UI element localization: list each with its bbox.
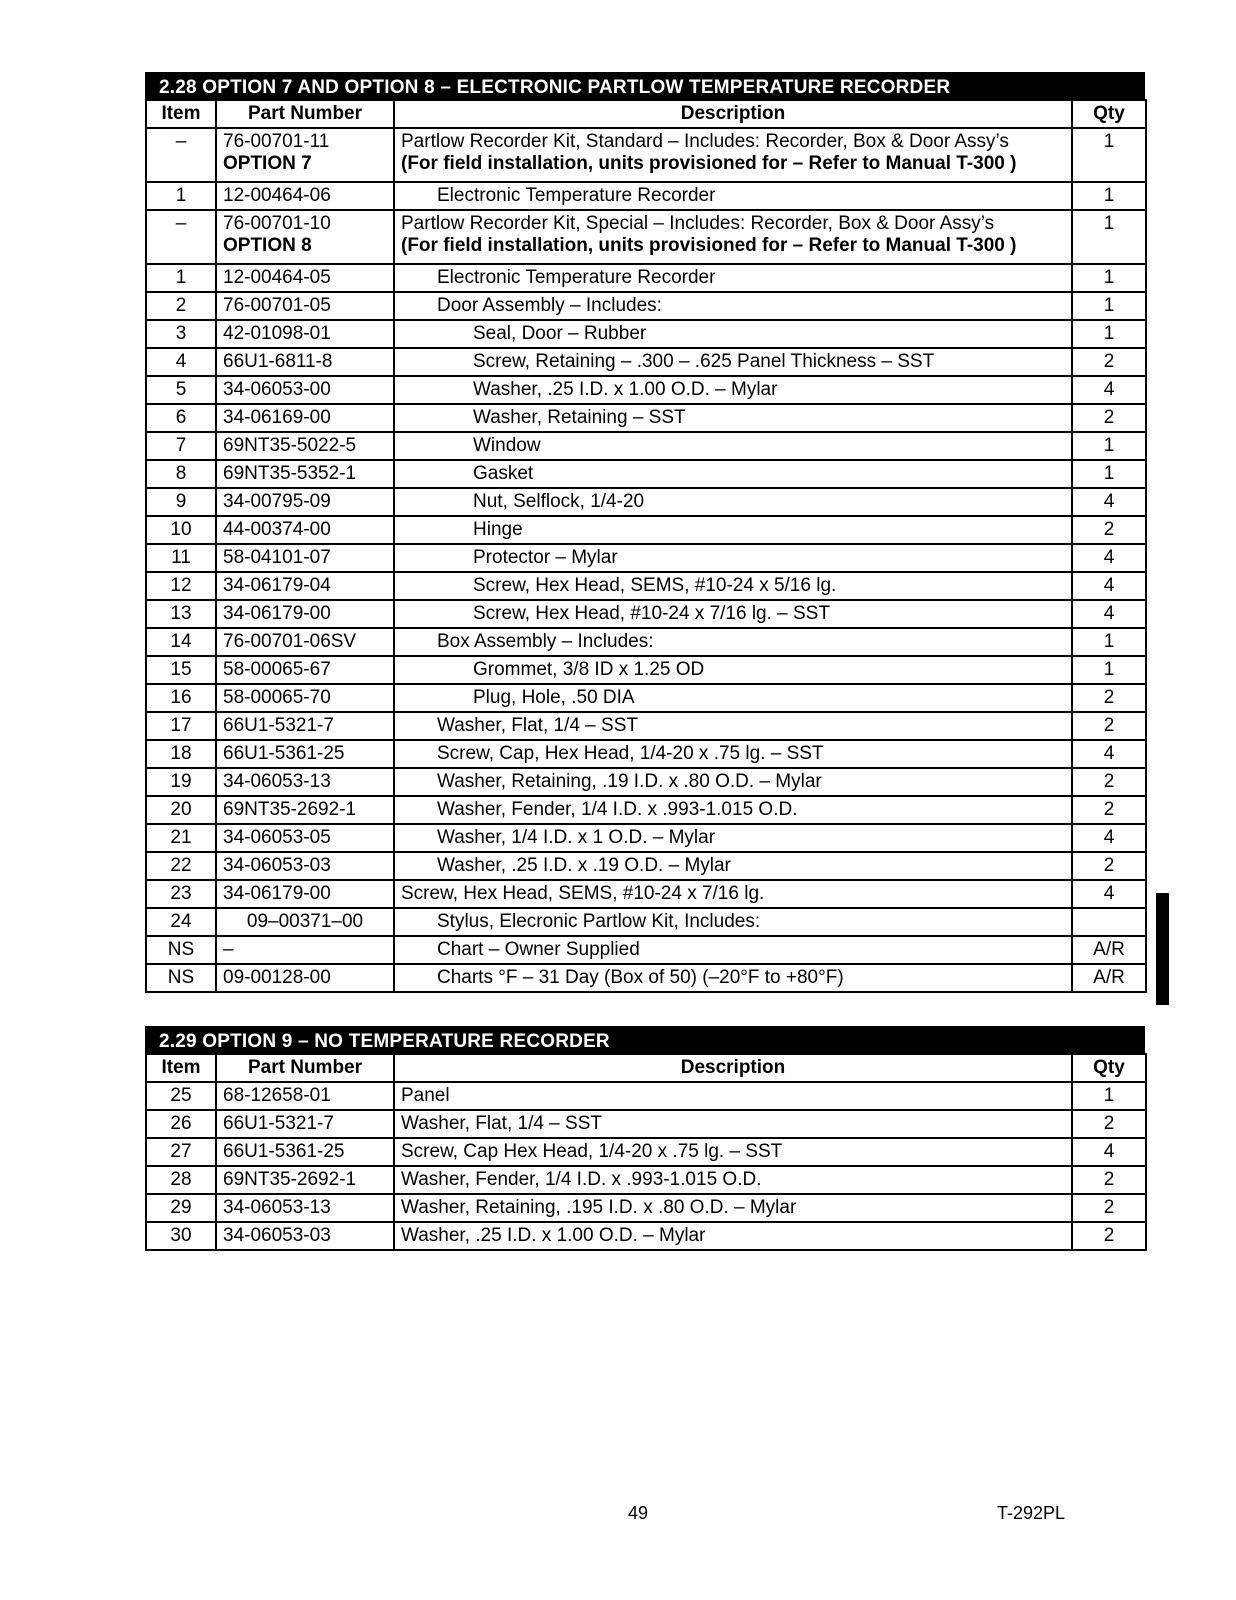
qty-cell: 2 [1072, 712, 1146, 740]
item-cell: 23 [146, 880, 216, 908]
header-qty: Qty [1072, 1054, 1146, 1082]
part-number-cell: 34-06053-03 [216, 852, 394, 880]
description-cell: Electronic Temperature Recorder [394, 264, 1072, 292]
item-cell: NS [146, 936, 216, 964]
item-cell: – [146, 128, 216, 182]
description-cell: Gasket [394, 460, 1072, 488]
qty-cell: 1 [1072, 264, 1146, 292]
item-cell: 11 [146, 544, 216, 572]
part-number-cell: 58-00065-70 [216, 684, 394, 712]
option-label: OPTION 8 [223, 235, 312, 256]
table-row [146, 600, 1146, 628]
qty-cell: 4 [1072, 572, 1146, 600]
description-cell: Screw, Hex Head, SEMS, #10-24 x 5/16 lg. [394, 572, 1072, 600]
table-row [146, 404, 1146, 432]
table-row [146, 936, 1146, 964]
part-number-cell: 66U1-5321-7 [216, 1110, 394, 1138]
table-row [146, 628, 1146, 656]
part-number-cell: 69NT35-5022-5 [216, 432, 394, 460]
item-cell: 9 [146, 488, 216, 516]
description-cell: Seal, Door – Rubber [394, 320, 1072, 348]
item-cell: 20 [146, 796, 216, 824]
qty-cell: A/R [1072, 936, 1146, 964]
table-row [146, 1222, 1146, 1250]
description-cell: Washer, Fender, 1/4 I.D. x .993-1.015 O.D. [394, 1166, 1072, 1194]
section-tab-marker [1156, 893, 1169, 1005]
qty-cell: 4 [1072, 740, 1146, 768]
qty-cell: 4 [1072, 488, 1146, 516]
item-cell: 12 [146, 572, 216, 600]
qty-cell: 1 [1072, 656, 1146, 684]
table-row [146, 348, 1146, 376]
qty-cell [1072, 908, 1146, 936]
qty-cell: 4 [1072, 600, 1146, 628]
description-cell: Washer, Flat, 1/4 – SST [394, 712, 1072, 740]
option-label: OPTION 7 [223, 153, 312, 174]
header-description: Description [394, 1054, 1072, 1082]
description-cell: Panel [394, 1082, 1072, 1110]
part-number-cell: 76-00701-05 [216, 292, 394, 320]
description-cell: Washer, .25 I.D. x 1.00 O.D. – Mylar [394, 1222, 1072, 1250]
part-number-cell: 34-06169-00 [216, 404, 394, 432]
item-cell: 1 [146, 182, 216, 210]
part-number-cell: 34-06179-00 [216, 880, 394, 908]
description-cell: Nut, Selflock, 1/4-20 [394, 488, 1072, 516]
table-row [146, 264, 1146, 292]
qty-cell: 4 [1072, 880, 1146, 908]
description-cell: Washer, Flat, 1/4 – SST [394, 1110, 1072, 1138]
description-cell: Electronic Temperature Recorder [394, 182, 1072, 210]
item-cell: 14 [146, 628, 216, 656]
item-cell: 3 [146, 320, 216, 348]
qty-cell: 4 [1072, 824, 1146, 852]
qty-cell: 2 [1072, 684, 1146, 712]
qty-cell: 1 [1072, 182, 1146, 210]
qty-cell: 1 [1072, 210, 1146, 264]
item-cell: 21 [146, 824, 216, 852]
part-number-cell: 69NT35-2692-1 [216, 796, 394, 824]
qty-cell: 2 [1072, 852, 1146, 880]
qty-cell: 2 [1072, 1222, 1146, 1250]
part-number-cell: 34-06053-13 [216, 768, 394, 796]
description-cell: Washer, Retaining, .195 I.D. x .80 O.D. – Mylar [394, 1194, 1072, 1222]
table-row [146, 1194, 1146, 1222]
qty-cell: 2 [1072, 404, 1146, 432]
description-cell: Screw, Cap, Hex Head, 1/4-20 x .75 lg. – SST [394, 740, 1072, 768]
description-cell: Plug, Hole, .50 DIA [394, 684, 1072, 712]
description: Partlow Recorder Kit, Special – Includes: Recorder, Box & Door Assy’s [401, 213, 995, 234]
table-row [146, 796, 1146, 824]
part-number-cell: 68-12658-01 [216, 1082, 394, 1110]
table-row [146, 488, 1146, 516]
part-number-cell: 34-06053-13 [216, 1194, 394, 1222]
part-number-cell: 58-04101-07 [216, 544, 394, 572]
qty-cell: 2 [1072, 1194, 1146, 1222]
section-title: 2.28 OPTION 7 AND OPTION 8 – ELECTRONIC PARTLOW TEMPERATURE RECORDER [145, 72, 1145, 99]
table-header-row [146, 1054, 1146, 1082]
item-cell: 27 [146, 1138, 216, 1166]
item-cell: 28 [146, 1166, 216, 1194]
table-row [146, 292, 1146, 320]
qty-cell: 4 [1072, 376, 1146, 404]
qty-cell: 1 [1072, 432, 1146, 460]
qty-cell: 2 [1072, 1110, 1146, 1138]
header-item: Item [146, 1054, 216, 1082]
description-cell: Screw, Retaining – .300 – .625 Panel Thickness – SST [394, 348, 1072, 376]
part-number-cell: 66U1-5321-7 [216, 712, 394, 740]
section-option-7-8 [145, 72, 1145, 993]
table-row [146, 712, 1146, 740]
header-description: Description [394, 100, 1072, 128]
item-cell: 13 [146, 600, 216, 628]
part-number-cell: 69NT35-2692-1 [216, 1166, 394, 1194]
table-row [146, 210, 1146, 264]
section-option-9 [145, 1026, 1145, 1251]
description-cell: Washer, 1/4 I.D. x 1 O.D. – Mylar [394, 824, 1072, 852]
description-cell: Washer, .25 I.D. x 1.00 O.D. – Mylar [394, 376, 1072, 404]
qty-cell: 1 [1072, 320, 1146, 348]
part-number-cell: 42-01098-01 [216, 320, 394, 348]
qty-cell: 1 [1072, 128, 1146, 182]
table-row [146, 852, 1146, 880]
part-number-cell: 34-00795-09 [216, 488, 394, 516]
table-row [146, 460, 1146, 488]
description-cell: Window [394, 432, 1072, 460]
part-number-cell: 34-06179-00 [216, 600, 394, 628]
header-item: Item [146, 100, 216, 128]
item-cell: 17 [146, 712, 216, 740]
table-row [146, 824, 1146, 852]
description-cell: Chart – Owner Supplied [394, 936, 1072, 964]
table-row [146, 128, 1146, 182]
description-cell: Washer, Retaining, .19 I.D. x .80 O.D. – Mylar [394, 768, 1072, 796]
item-cell: 16 [146, 684, 216, 712]
item-cell: 7 [146, 432, 216, 460]
table-row [146, 182, 1146, 210]
part-number-cell: 34-06053-05 [216, 824, 394, 852]
item-cell: 30 [146, 1222, 216, 1250]
table-row [146, 880, 1146, 908]
part-number-cell: 09-00128-00 [216, 964, 394, 992]
table-row [146, 656, 1146, 684]
item-cell: 29 [146, 1194, 216, 1222]
qty-cell: 2 [1072, 348, 1146, 376]
item-cell: 22 [146, 852, 216, 880]
item-cell: 24 [146, 908, 216, 936]
description-cell: Screw, Hex Head, SEMS, #10-24 x 7/16 lg. [394, 880, 1072, 908]
description-cell: Screw, Hex Head, #10-24 x 7/16 lg. – SST [394, 600, 1072, 628]
qty-cell: 1 [1072, 628, 1146, 656]
description-cell: Door Assembly – Includes: [394, 292, 1072, 320]
table-row [146, 320, 1146, 348]
part-number-cell: 34-06179-04 [216, 572, 394, 600]
item-cell: 8 [146, 460, 216, 488]
part-number-cell: 34-06053-00 [216, 376, 394, 404]
item-cell: 2 [146, 292, 216, 320]
description-cell: Screw, Cap Hex Head, 1/4-20 x .75 lg. – SST [394, 1138, 1072, 1166]
qty-cell: 4 [1072, 544, 1146, 572]
table-row [146, 376, 1146, 404]
table-row [146, 1082, 1146, 1110]
description-cell [394, 128, 1072, 182]
description-cell: Washer, .25 I.D. x .19 O.D. – Mylar [394, 852, 1072, 880]
item-cell: 26 [146, 1110, 216, 1138]
document-number: T-292PL [997, 1503, 1066, 1523]
table-row [146, 516, 1146, 544]
part-number-cell: 69NT35-5352-1 [216, 460, 394, 488]
part-number-cell: 44-00374-00 [216, 516, 394, 544]
part-number-cell: 66U1-6811-8 [216, 348, 394, 376]
table-row [146, 544, 1146, 572]
part-number-cell [216, 210, 394, 264]
item-cell: 18 [146, 740, 216, 768]
table-row [146, 432, 1146, 460]
qty-cell: 2 [1072, 516, 1146, 544]
part-number: 76-00701-11 [223, 131, 330, 152]
header-qty: Qty [1072, 100, 1146, 128]
item-cell: – [146, 210, 216, 264]
item-cell: 10 [146, 516, 216, 544]
description: Partlow Recorder Kit, Standard – Includes: Recorder, Box & Door Assy’s [401, 131, 1009, 152]
item-cell: NS [146, 964, 216, 992]
part-number-cell: 58-00065-67 [216, 656, 394, 684]
qty-cell: 4 [1072, 1138, 1146, 1166]
item-cell: 15 [146, 656, 216, 684]
table-row [146, 768, 1146, 796]
table-row [146, 1138, 1146, 1166]
parts-table [145, 99, 1147, 993]
part-number-cell: 12-00464-05 [216, 264, 394, 292]
header-part-number: Part Number [216, 1054, 394, 1082]
part-number-cell: 12-00464-06 [216, 182, 394, 210]
qty-cell: 2 [1072, 796, 1146, 824]
installation-note: (For field installation, units provisioned for – Refer to Manual T-300 ) [401, 153, 1017, 174]
qty-cell: A/R [1072, 964, 1146, 992]
table-row [146, 572, 1146, 600]
description-cell: Washer, Retaining – SST [394, 404, 1072, 432]
qty-cell: 1 [1072, 460, 1146, 488]
part-number-cell: 09–00371–00 [216, 908, 394, 936]
installation-note: (For field installation, units provisioned for – Refer to Manual T-300 ) [401, 235, 1017, 256]
part-number-cell [216, 128, 394, 182]
part-number: 76-00701-10 [223, 213, 331, 234]
description-cell: Grommet, 3/8 ID x 1.25 OD [394, 656, 1072, 684]
parts-table [145, 1053, 1147, 1251]
item-cell: 6 [146, 404, 216, 432]
table-row [146, 740, 1146, 768]
item-cell: 4 [146, 348, 216, 376]
item-cell: 1 [146, 264, 216, 292]
item-cell: 25 [146, 1082, 216, 1110]
description-cell: Hinge [394, 516, 1072, 544]
qty-cell: 1 [1072, 292, 1146, 320]
qty-cell: 1 [1072, 1082, 1146, 1110]
part-number-cell: 76-00701-06SV [216, 628, 394, 656]
description-cell: Charts °F – 31 Day (Box of 50) (–20°F to +80°F) [394, 964, 1072, 992]
part-number-cell: – [216, 936, 394, 964]
header-part-number: Part Number [216, 100, 394, 128]
description-cell: Protector – Mylar [394, 544, 1072, 572]
table-row [146, 1110, 1146, 1138]
description-cell: Washer, Fender, 1/4 I.D. x .993-1.015 O.D. [394, 796, 1072, 824]
item-cell: 19 [146, 768, 216, 796]
table-row [146, 908, 1146, 936]
description-cell [394, 210, 1072, 264]
section-title: 2.29 OPTION 9 – NO TEMPERATURE RECORDER [145, 1026, 1145, 1053]
item-cell: 5 [146, 376, 216, 404]
table-row [146, 1166, 1146, 1194]
table-row [146, 964, 1146, 992]
part-number-cell: 66U1-5361-25 [216, 1138, 394, 1166]
page-number: 49 [628, 1503, 649, 1523]
qty-cell: 2 [1072, 768, 1146, 796]
part-number-cell: 34-06053-03 [216, 1222, 394, 1250]
description-cell: Box Assembly – Includes: [394, 628, 1072, 656]
table-header-row [146, 100, 1146, 128]
qty-cell: 2 [1072, 1166, 1146, 1194]
part-number-cell: 66U1-5361-25 [216, 740, 394, 768]
description-cell: Stylus, Elecronic Partlow Kit, Includes: [394, 908, 1072, 936]
table-row [146, 684, 1146, 712]
